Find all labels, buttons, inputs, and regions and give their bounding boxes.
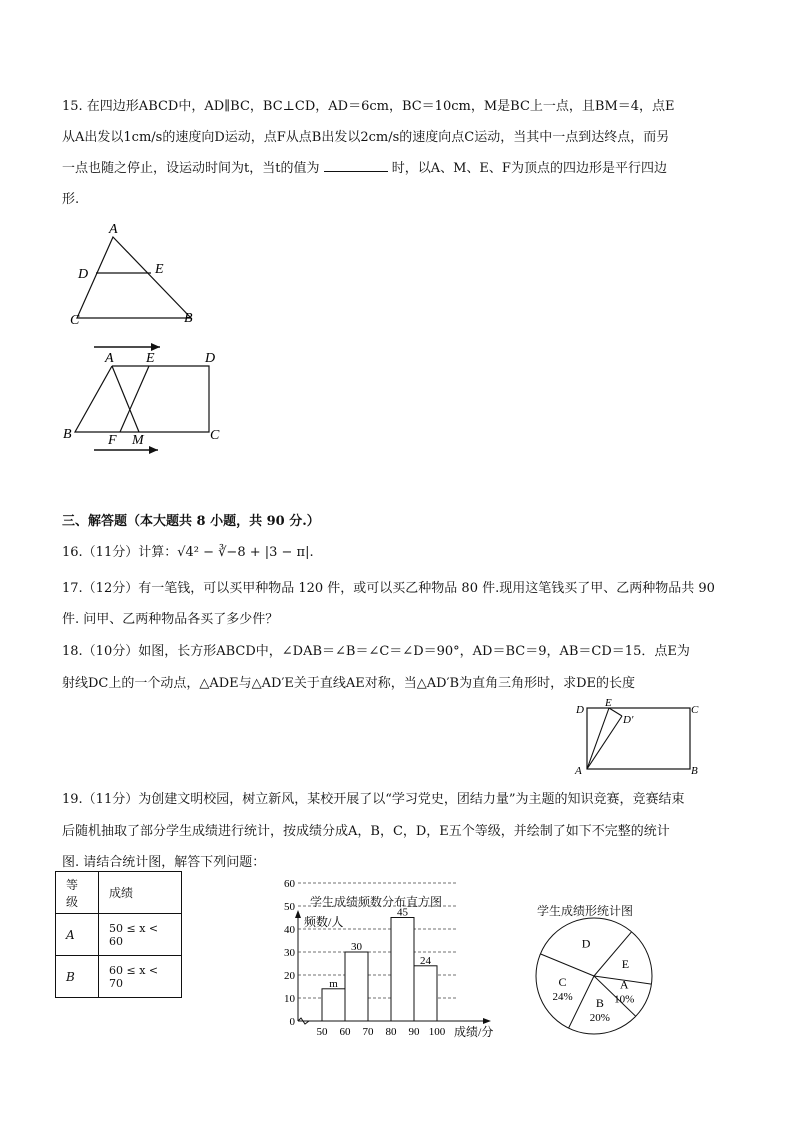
answer-blank[interactable]	[324, 160, 388, 172]
q17-line-1: 17.（12分）有一笔钱，可以买甲种物品 120 件，或可以买乙种物品 80 件.现用这笔钱买了甲、乙两种物品共 90	[62, 581, 715, 596]
table-cell-range: 60 ≤ x < 70	[99, 956, 182, 998]
quad-abcd	[75, 366, 209, 432]
bar-label: m	[329, 977, 338, 990]
pie-slice-percent: 24%	[552, 990, 573, 1003]
label-b: B	[691, 765, 698, 777]
histogram-bar	[345, 952, 368, 1021]
pie-slice-percent: 20%	[589, 1012, 610, 1025]
histogram-bar	[414, 966, 437, 1021]
x-tick-label: 60	[339, 1026, 351, 1038]
y-tick-label: 50	[284, 901, 295, 913]
pie-title: 学生成绩形统计图	[537, 904, 634, 918]
segment-ae	[587, 708, 609, 769]
quadrilateral-figure	[60, 338, 230, 463]
label-e: E	[155, 262, 164, 277]
label-b: B	[184, 311, 193, 326]
x-axis-arrow-icon	[483, 1018, 491, 1024]
y-axis-arrow-icon	[295, 910, 301, 918]
pie-slice-label: D	[581, 936, 591, 951]
label-e: E	[605, 697, 612, 709]
table-cell-range: 50 ≤ x < 60	[99, 914, 182, 956]
histogram-bar	[391, 918, 414, 1022]
histogram-title: 学生成绩频数分布直方图	[310, 895, 443, 909]
grade-table	[55, 871, 182, 998]
arrow-right-icon	[151, 343, 160, 351]
table-row	[56, 914, 182, 956]
triangle-abc	[77, 237, 191, 318]
x-tick-label: 90	[408, 1026, 420, 1038]
q19-line-3: 图. 请结合统计图，解答下列问题：	[62, 855, 266, 870]
y-tick-label: 10	[284, 993, 295, 1005]
triangle-figure	[60, 220, 210, 330]
label-m: M	[132, 433, 144, 448]
label-d: D	[576, 704, 584, 716]
label-d: D	[205, 351, 216, 366]
label-c: C	[691, 704, 699, 716]
q15-line-3a: 一点也随之停止，设运动时间为t，当t的值为	[62, 161, 320, 176]
rect-abcd	[587, 708, 690, 769]
table-header: 成绩	[99, 872, 182, 914]
label-f: F	[108, 433, 117, 448]
table-header-row	[56, 872, 182, 914]
pie-slice-percent: 10%	[614, 993, 635, 1006]
rectangle-figure	[570, 697, 710, 777]
q15-line-2: 从A出发以1cm/s的速度向D运动，点F从点B出发以2cm/s的速度向点C运动，当其中一点到达终点，而另	[62, 130, 670, 145]
q15-line-1: 15. 在四边形ABCD中，AD∥BC，BC⊥CD，AD＝6cm，BC＝10cm，M是BC上一点，且BM＝4，点E	[62, 99, 675, 114]
x-tick-label: 80	[385, 1026, 397, 1038]
pie-slice-label: E	[621, 957, 630, 972]
x-axis-label: 成绩/分	[454, 1025, 494, 1039]
q15-line-4: 形.	[62, 192, 80, 207]
pie-slice-label: A	[619, 977, 629, 992]
label-c: C	[70, 313, 80, 328]
label-e: E	[146, 351, 155, 366]
table-row	[56, 956, 182, 998]
label-c: C	[210, 428, 220, 443]
bar-label: 24	[420, 954, 431, 967]
q18-line-2: 射线DC上的一个动点，△ADE与△AD′E关于直线AE对称，当△AD′B为直角三角形时，求DE的长度	[62, 676, 636, 691]
label-d-prime: D′	[623, 714, 634, 726]
q15-line-3b: 时，以A、M、E、F为顶点的四边形是平行四边	[391, 161, 667, 176]
table-cell-grade: B	[56, 956, 99, 998]
q16-expression: √4² − ∛−8 + |3 − π|.	[177, 545, 314, 560]
y-tick-label: 30	[284, 947, 295, 959]
arrow-right-icon	[149, 446, 158, 454]
x-tick-label: 100	[428, 1026, 446, 1038]
section-heading: 三、解答题（本大题共 8 小题，共 90 分.）	[62, 514, 320, 529]
y-axis-label: 频数/人	[304, 915, 344, 929]
segment-ed-prime	[609, 708, 622, 716]
histogram-bar	[322, 989, 345, 1021]
q18-line-1: 18.（10分）如图，长方形ABCD中，∠DAB＝∠B＝∠C＝∠D＝90°，AD＝BC＝9，AB＝CD＝15．点E为	[62, 644, 690, 659]
x-tick-label: 50	[316, 1026, 328, 1038]
label-b: B	[63, 427, 72, 442]
label-a: A	[575, 765, 582, 777]
label-a: A	[109, 222, 118, 237]
bar-label: 30	[351, 941, 362, 953]
y-tick-label: 0	[289, 1016, 295, 1028]
pie-slice-label: C	[558, 974, 567, 989]
q16-line	[62, 541, 314, 560]
table-header: 等级	[56, 872, 99, 914]
pie-slice-label: B	[595, 996, 604, 1011]
pie-chart	[530, 918, 665, 1038]
label-a: A	[105, 351, 114, 366]
q19-line-2: 后随机抽取了部分学生成绩进行统计，按成绩分成A，B，C，D，E五个等级，并绘制了如下不完整的统计	[62, 824, 670, 839]
label-d: D	[78, 267, 89, 282]
q19-line-1: 19.（11分）为创建文明校园，树立新风，某校开展了以“学习党史，团结力量”为主题的知识竞赛，竞赛结束	[62, 792, 685, 807]
x-tick-label: 70	[362, 1026, 374, 1038]
table-cell-grade: A	[56, 914, 99, 956]
y-tick-label: 20	[284, 970, 295, 982]
q17-line-2: 件. 问甲、乙两种物品各买了多少件？	[62, 612, 279, 627]
q15-line-3	[62, 157, 667, 176]
y-tick-label: 40	[284, 924, 295, 936]
bar-label: 45	[397, 906, 408, 919]
y-tick-label: 60	[284, 878, 295, 890]
q16-prefix: 16.（11分）计算：	[62, 545, 178, 560]
segment-ad-prime	[587, 716, 622, 769]
